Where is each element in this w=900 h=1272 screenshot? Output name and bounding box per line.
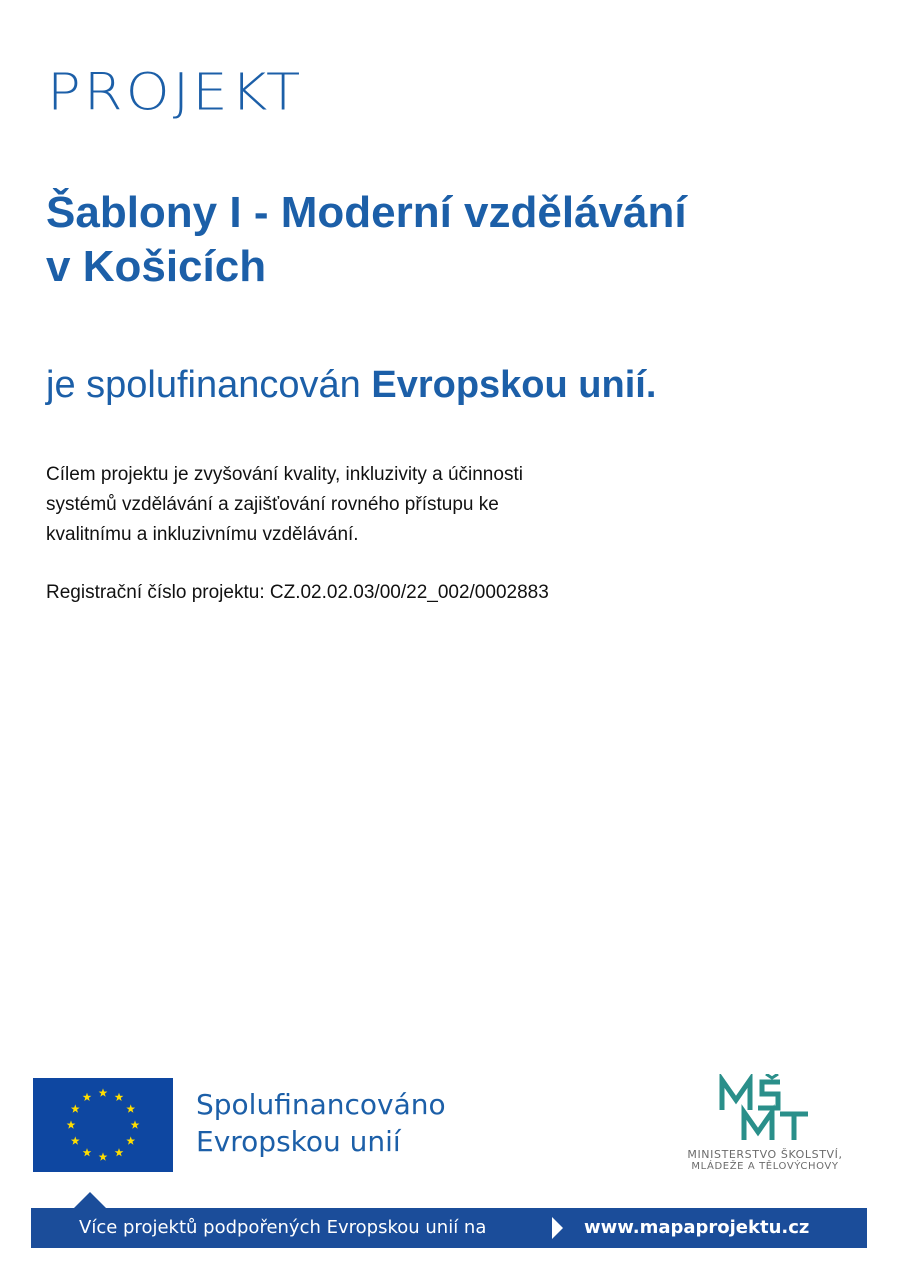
eu-label-line1: Spolufinancováno bbox=[196, 1088, 446, 1121]
ministry-name bbox=[660, 1148, 870, 1173]
eu-star-icon bbox=[99, 1088, 108, 1096]
project-description bbox=[46, 460, 646, 550]
play-arrow-icon bbox=[552, 1217, 563, 1239]
description-line1: Cílem projektu je zvyšování kvality, inkluzivity a účinnosti bbox=[46, 464, 523, 485]
eu-star-icon bbox=[126, 1136, 135, 1144]
eu-star-icon bbox=[71, 1104, 80, 1112]
msmt-monogram-icon bbox=[718, 1074, 812, 1144]
banner-notch bbox=[74, 1192, 106, 1208]
ministry-name-line1: MINISTERSTVO ŠKOLSTVÍ, bbox=[687, 1148, 843, 1161]
eu-star-icon bbox=[83, 1148, 92, 1156]
banner-url-link[interactable]: www.mapaprojektu.cz bbox=[584, 1217, 810, 1238]
eu-star-icon bbox=[83, 1093, 92, 1101]
eu-star-icon bbox=[126, 1104, 135, 1112]
registration-number: Registrační číslo projektu: CZ.02.02.03/00/22_002/0002883 bbox=[46, 582, 549, 603]
eu-star-icon bbox=[99, 1152, 108, 1160]
ministry-name-line2: MLÁDEŽE A TĚLOVÝCHOVY bbox=[691, 1161, 839, 1172]
eu-flag-icon bbox=[33, 1078, 173, 1172]
project-title-line2: v Košicích bbox=[46, 242, 267, 291]
description-line3: kvalitnímu a inkluzivnímu vzdělávání. bbox=[46, 524, 359, 545]
bottom-banner bbox=[31, 1208, 867, 1248]
eu-star-icon bbox=[131, 1120, 140, 1128]
project-title bbox=[46, 186, 866, 294]
ministry-logo bbox=[660, 1074, 870, 1174]
description-line2: systémů vzdělávání a zajišťování rovného přístupu ke bbox=[46, 494, 499, 515]
banner-text: Více projektů podpořených Evropskou unií na bbox=[79, 1217, 487, 1238]
project-title-line1: Šablony I - Moderní vzdělávání bbox=[46, 188, 687, 237]
eu-stars bbox=[33, 1078, 173, 1172]
eu-star-icon bbox=[115, 1148, 124, 1156]
cofinancing-statement bbox=[46, 362, 656, 408]
cofinancing-prefix: je spolufinancován bbox=[46, 364, 372, 406]
eu-star-icon bbox=[67, 1120, 76, 1128]
eu-star-icon bbox=[71, 1136, 80, 1144]
eu-label-line2: Evropskou unií bbox=[196, 1125, 401, 1158]
eu-cofinanced-label bbox=[196, 1086, 446, 1160]
cofinancing-bold: Evropskou unií. bbox=[371, 364, 657, 406]
heading: PROJEKT bbox=[47, 63, 304, 122]
eu-star-icon bbox=[115, 1093, 124, 1101]
